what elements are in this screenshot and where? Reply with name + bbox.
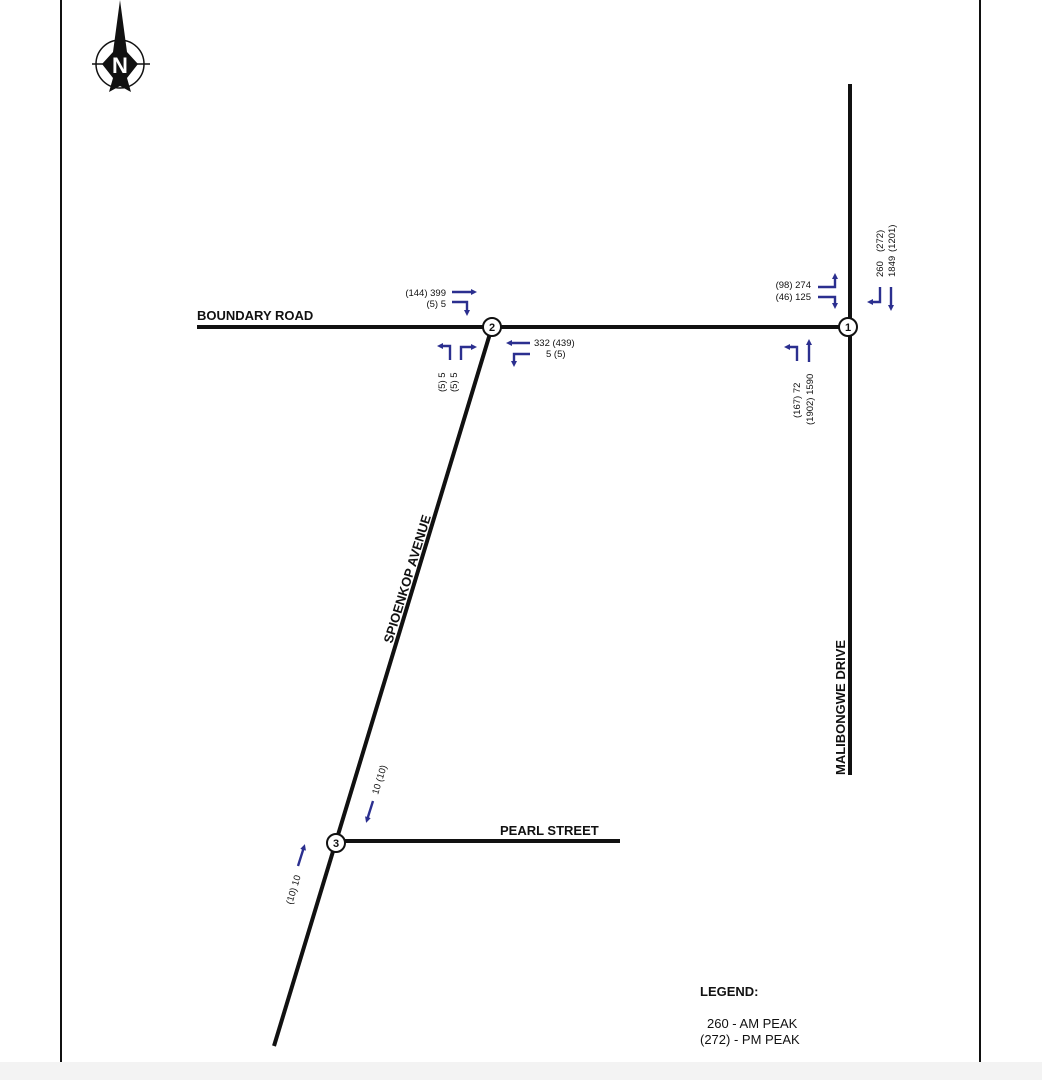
volume-label: 332 (439) xyxy=(534,338,575,349)
intersection-node-2 xyxy=(483,318,501,336)
volume-label: (5) 5 xyxy=(426,299,446,310)
road-label-spioenkop: SPIOENKOP AVENUE xyxy=(380,512,434,645)
turn-arrow-icon xyxy=(514,354,530,364)
turn-arrow-icon xyxy=(298,847,304,866)
bottom-strip xyxy=(0,1062,1042,1080)
legend-title: LEGEND: xyxy=(700,984,759,999)
road-spioenkop xyxy=(274,327,492,1046)
road-label-pearl: PEARL STREET xyxy=(500,823,599,838)
north-letter: N xyxy=(112,53,128,78)
road-label-boundary: BOUNDARY ROAD xyxy=(197,308,314,323)
road-label-malibongwe: MALIBONGWE DRIVE xyxy=(833,639,848,775)
volume-label: (1201) xyxy=(887,224,898,252)
turn-arrow-icon xyxy=(818,276,835,287)
volume-label: (272) xyxy=(875,229,886,252)
volume-label: (5) 5 xyxy=(449,372,460,392)
volume-label: (144) 399 xyxy=(405,288,446,299)
volume-label: 1849 xyxy=(887,255,898,277)
intersection-node-3 xyxy=(327,834,345,852)
legend xyxy=(700,984,800,1047)
volume-label: 10 (10) xyxy=(370,763,390,796)
volume-label: (1902) 1590 xyxy=(805,373,816,425)
turn-arrow-icon xyxy=(367,801,373,820)
turn-arrow-icon xyxy=(787,347,797,361)
volume-label: (98) 274 xyxy=(775,280,811,291)
intersection-number: 2 xyxy=(488,322,496,334)
turn-arrow-icon xyxy=(818,297,835,306)
volume-label: 260 xyxy=(875,261,886,277)
turn-arrow-icon xyxy=(870,287,880,302)
legend-am: 260 - AM PEAK xyxy=(707,1016,798,1031)
turn-arrow-icon xyxy=(461,347,474,360)
volume-label: 5 (5) xyxy=(546,349,566,360)
volume-label: (5) 5 xyxy=(437,372,448,392)
turn-arrow-icon xyxy=(440,346,450,360)
intersection-node-1 xyxy=(839,318,857,336)
north-arrow-icon xyxy=(92,0,150,92)
volume-label: (10) 10 xyxy=(284,873,304,906)
legend-pm: (272) - PM PEAK xyxy=(700,1032,800,1047)
volume-label: (46) 125 xyxy=(775,292,811,303)
intersection-number: 1 xyxy=(844,322,852,334)
intersection-number: 3 xyxy=(332,838,340,850)
volume-label: (167) 72 xyxy=(792,382,803,418)
turn-arrow-icon xyxy=(452,302,467,313)
